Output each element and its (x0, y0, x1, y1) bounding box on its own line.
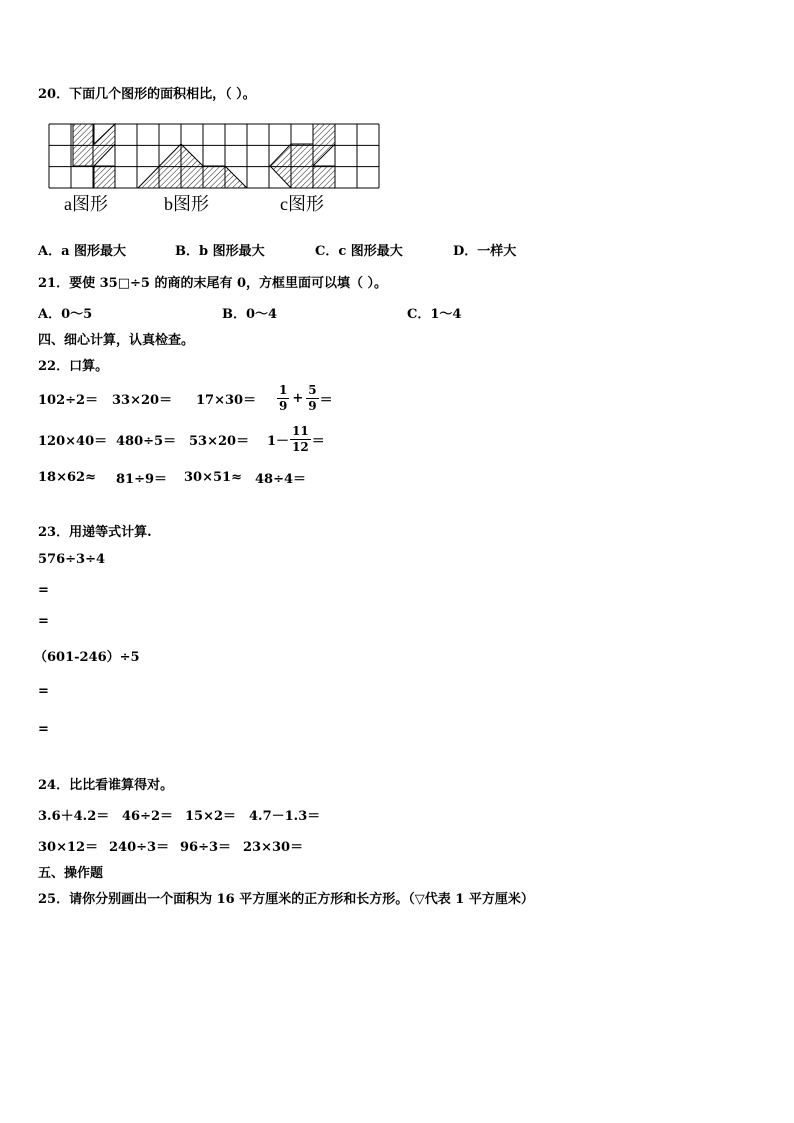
label-a: a图形 (64, 194, 108, 214)
calc-item: 23×30＝ (243, 839, 304, 855)
calc-item: 3.6＋4.2＝ (38, 808, 110, 824)
q21-option-c: C．1～4 (407, 307, 462, 322)
equals-sign: ＝ (311, 433, 325, 449)
calc-item: 102÷2＝ (38, 392, 99, 408)
q22-row-3 (38, 468, 306, 486)
q23-expr-2: （601-246）÷5 (34, 650, 140, 665)
calc-item: 18×62≈ (38, 469, 96, 485)
area-comparison-grid (48, 123, 384, 189)
q22-row-1 (38, 380, 333, 416)
q20-option-a: A．a 图形最大 (38, 244, 127, 259)
fraction: $\frac{11}{12}$ (292, 423, 309, 454)
calc-item: 15×2＝ (185, 808, 237, 824)
q23-eq-2b: = (38, 722, 49, 737)
fraction: $\frac{1}{9}$ (279, 382, 288, 413)
label-b: b图形 (164, 194, 209, 214)
figure-a (73, 124, 115, 188)
equals-sign: ＝ (319, 392, 333, 408)
q20-option-b: B．b 图形最大 (175, 244, 265, 259)
q23-eq-1b: = (38, 614, 49, 629)
q20-grid-figure (48, 123, 384, 193)
calc-item: 53×20＝ (189, 433, 250, 449)
figure-b (138, 144, 247, 188)
calc-item: 30×51≈ (184, 469, 242, 485)
calc-item: 96÷3＝ (180, 839, 232, 855)
q22-title: 22．口算。 (38, 359, 109, 374)
calc-item: 17×30＝ (196, 392, 257, 408)
plus-sign: + (292, 390, 304, 406)
calc-item: 48÷4＝ (255, 471, 307, 487)
q22-row-2 (38, 421, 325, 457)
q21-option-b: B．0～4 (222, 307, 278, 322)
q24-title: 24．比比看谁算得对。 (38, 778, 174, 793)
section-5-heading: 五、操作题 (38, 866, 104, 881)
calc-item: 120×40＝ (38, 433, 108, 449)
one-minus: 1－ (267, 433, 290, 449)
q21-stem: 21．要使 35□÷5 的商的末尾有 0，方框里面可以填（ ）。 (38, 276, 388, 291)
q24-row-1 (38, 805, 320, 823)
q23-eq-2a: = (38, 684, 49, 699)
q20-option-c: C．c 图形最大 (315, 244, 403, 259)
calc-item: 46÷2＝ (122, 808, 174, 824)
calc-item: 480÷5＝ (116, 433, 177, 449)
q23-expr-1: 576÷3÷4 (38, 552, 106, 567)
q23-eq-1a: = (38, 583, 49, 598)
q23-title: 23．用递等式计算. (38, 525, 152, 540)
section-4-heading: 四、细心计算，认真检查。 (38, 333, 195, 348)
q24-row-2 (38, 836, 303, 854)
q21-option-a: A．0～5 (38, 307, 93, 322)
calc-item: 30×12＝ (38, 839, 99, 855)
label-c: c图形 (280, 194, 324, 214)
calc-item: 81÷9＝ (116, 471, 168, 487)
q20-stem: 20．下面几个图形的面积相比，（ ）。 (38, 87, 256, 102)
calc-item: 33×20＝ (112, 392, 173, 408)
calc-item: 4.7－1.3＝ (249, 808, 321, 824)
q25-stem: 25．请你分别画出一个面积为 16 平方厘米的正方形和长方形。（▽代表 1 平方厘米） (38, 892, 534, 907)
calc-item: 240÷3＝ (109, 839, 170, 855)
q20-option-d: D．一样大 (453, 244, 517, 259)
fraction: $\frac{5}{9}$ (308, 382, 317, 413)
figure-c (270, 124, 335, 188)
